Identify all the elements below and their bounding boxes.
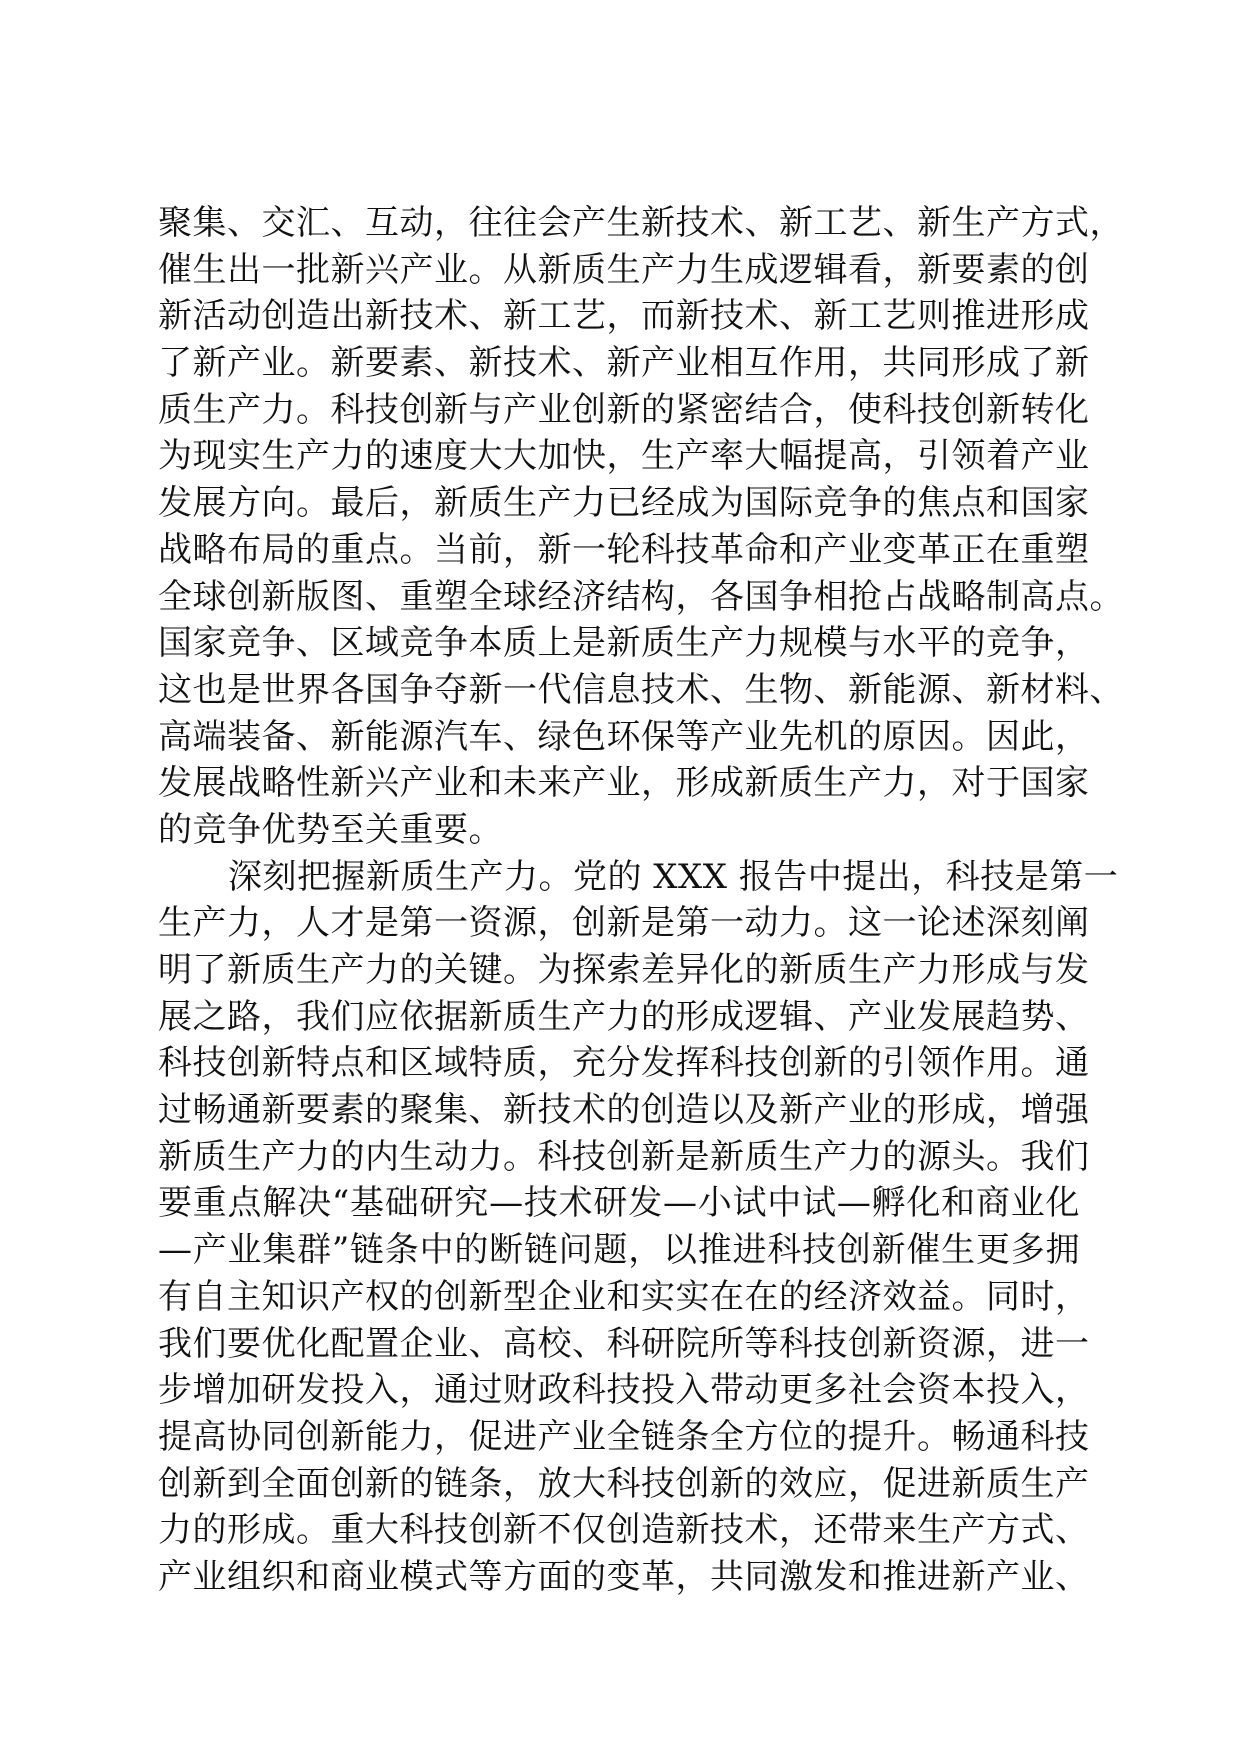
text-line: 了新产业。新要素、新技术、新产业相互作用，共同形成了新 — [158, 343, 1090, 384]
text-line: 发展方向。最后，新质生产力已经成为国际竞争的焦点和国家 — [158, 483, 1090, 524]
text-line: 展之路，我们应依据新质生产力的形成逻辑、产业发展趋势、 — [158, 996, 1090, 1037]
text-line: 的竞争优势至关重要。 — [158, 809, 503, 850]
text-line: 质生产力。科技创新与产业创新的紧密结合，使科技创新转化 — [158, 389, 1090, 430]
text-line: 新质生产力的内生动力。科技创新是新质生产力的源头。我们 — [158, 1136, 1090, 1177]
text-line: 发展战略性新兴产业和未来产业，形成新质生产力，对于国家 — [158, 763, 1090, 804]
text-line: 全球创新版图、重塑全球经济结构，各国争相抢占战略制高点。 — [158, 576, 1124, 617]
text-line: 步增加研发投入，通过财政科技投入带动更多社会资本投入， — [158, 1370, 1090, 1411]
text-line: 我们要优化配置企业、高校、科研院所等科技创新资源，进一 — [158, 1323, 1090, 1364]
text-line: 战略布局的重点。当前，新一轮科技革命和产业变革正在重塑 — [158, 529, 1090, 570]
text-line: 国家竞争、区域竞争本质上是新质生产力规模与水平的竞争， — [158, 623, 1090, 664]
text-line: 生产力，人才是第一资源，创新是第一动力。这一论述深刻阐 — [158, 903, 1090, 944]
text-line: 催生出一批新兴产业。从新质生产力生成逻辑看，新要素的创 — [158, 249, 1090, 290]
text-line: 高端装备、新能源汽车、绿色环保等产业先机的原因。因此， — [158, 716, 1090, 757]
text-line: 聚集、交汇、互动，往往会产生新技术、新工艺、新生产方式， — [158, 203, 1124, 243]
text-line: 新活动创造出新技术、新工艺，而新技术、新工艺则推进形成 — [158, 296, 1090, 337]
text-line: 有自主知识产权的创新型企业和实实在在的经济效益。同时， — [158, 1276, 1090, 1317]
text-line: 过畅通新要素的聚集、新技术的创造以及新产业的形成，增强 — [158, 1090, 1090, 1131]
text-line: 明了新质生产力的关键。为探索差异化的新质生产力形成与发 — [158, 950, 1090, 990]
text-line: 产业组织和商业模式等方面的变革，共同激发和推进新产业、 — [158, 1556, 1090, 1597]
text-line: 这也是世界各国争夺新一代信息技术、生物、新能源、新材料、 — [158, 669, 1124, 710]
paragraph-first-line: 深刻把握新质生产力。党的 XXX 报告中提出，科技是第一 — [228, 856, 1119, 897]
text-line: 为现实生产力的速度大大加快，生产率大幅提高，引领着产业 — [158, 436, 1090, 477]
text-line: 力的形成。重大科技创新不仅创造新技术，还带来生产方式、 — [158, 1510, 1090, 1551]
text-line: 提高协同创新能力，促进产业全链条全方位的提升。畅通科技 — [158, 1416, 1090, 1457]
body-text — [158, 200, 1124, 1601]
text-line: 要重点解决“基础研究—技术研发—小试中试—孵化和商业化 — [158, 1183, 1080, 1224]
text-line: 科技创新特点和区域特质，充分发挥科技创新的引领作用。通 — [158, 1043, 1090, 1084]
text-line: —产业集群”链条中的断链问题，以推进科技创新催生更多拥 — [158, 1230, 1080, 1271]
text-line: 创新到全面创新的链条，放大科技创新的效应，促进新质生产 — [158, 1463, 1090, 1504]
